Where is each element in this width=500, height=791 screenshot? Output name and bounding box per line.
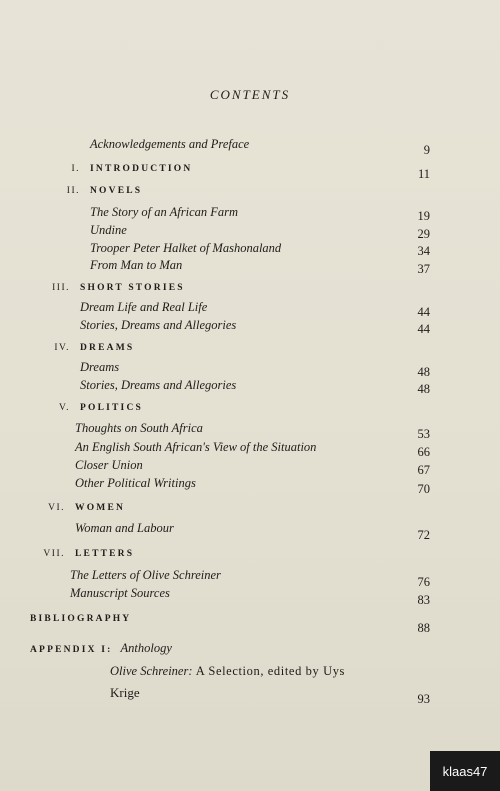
section-heading: DREAMS [80, 343, 135, 353]
appendix-title-continued: Krige [110, 685, 140, 700]
toc-entry: The Letters of Olive Schreiner [70, 568, 221, 582]
toc-page: 48 [417, 382, 430, 396]
section-heading: WOMEN [75, 503, 126, 513]
toc-entry: Dream Life and Real Life [80, 300, 208, 314]
appendix-title: A Selection, edited by Uys [195, 664, 346, 678]
toc-entry: Dreams [80, 360, 120, 374]
toc-entry: An English South African's View of the Situation [75, 440, 317, 454]
toc-page: 70 [417, 482, 430, 496]
appendix-author: Olive Schreiner: [110, 664, 193, 678]
toc-page: 83 [417, 593, 430, 607]
toc-entry: Trooper Peter Halket of Mashonaland [90, 241, 282, 255]
toc-entry: Closer Union [75, 458, 143, 472]
toc-page: 66 [417, 445, 430, 459]
section-number: II. [66, 186, 80, 196]
contents-title: CONTENTS [209, 87, 291, 102]
appendix-heading: APPENDIX I: [30, 645, 113, 655]
section-heading: INTRODUCTION [90, 164, 193, 174]
section-heading: NOVELS [90, 186, 143, 196]
section-heading: SHORT STORIES [80, 283, 185, 293]
appendix-entry-line [110, 664, 345, 678]
toc-page: 72 [417, 528, 430, 542]
toc-entry: Stories, Dreams and Allegories [80, 318, 237, 332]
section-number: III. [52, 283, 70, 293]
toc-entry: Undine [90, 223, 127, 237]
toc-entry: Thoughts on South Africa [75, 421, 203, 435]
section-heading: POLITICS [80, 403, 144, 413]
toc-entry: From Man to Man [90, 258, 183, 272]
section-number: IV. [54, 343, 70, 353]
toc-page: 67 [417, 463, 430, 477]
toc-page: 53 [417, 427, 430, 441]
toc-page: 34 [417, 244, 430, 258]
section-number: VII. [43, 549, 65, 559]
toc-page: 44 [417, 305, 430, 319]
section-page: 11 [417, 167, 430, 181]
toc-page: 76 [417, 575, 430, 589]
toc-page: 48 [417, 365, 430, 379]
appendix-page: 93 [417, 692, 430, 706]
bibliography-page: 88 [417, 621, 430, 635]
bibliography-heading: BIBLIOGRAPHY [30, 614, 132, 624]
toc-entry: Woman and Labour [75, 521, 174, 535]
section-heading: LETTERS [75, 549, 135, 559]
toc-entry: Manuscript Sources [70, 586, 170, 600]
toc-entry: The Story of an African Farm [90, 205, 239, 219]
section-number: V. [58, 403, 70, 413]
section-number: VI. [48, 503, 65, 513]
section-number: I. [71, 164, 80, 174]
watermark-label: klaas47 [430, 751, 500, 791]
toc-page: 19 [417, 209, 430, 223]
appendix-heading-line [30, 640, 172, 656]
toc-entry: Stories, Dreams and Allegories [80, 378, 237, 392]
appendix-subheading: Anthology [120, 641, 172, 655]
toc-entry: Other Political Writings [75, 476, 196, 490]
toc-entry-acknowledgements: Acknowledgements and Preface [90, 137, 250, 151]
toc-page: 29 [417, 227, 430, 241]
toc-page: 37 [417, 262, 430, 276]
toc-page-acknowledgements: 9 [423, 143, 430, 157]
toc-page: 44 [417, 322, 430, 336]
